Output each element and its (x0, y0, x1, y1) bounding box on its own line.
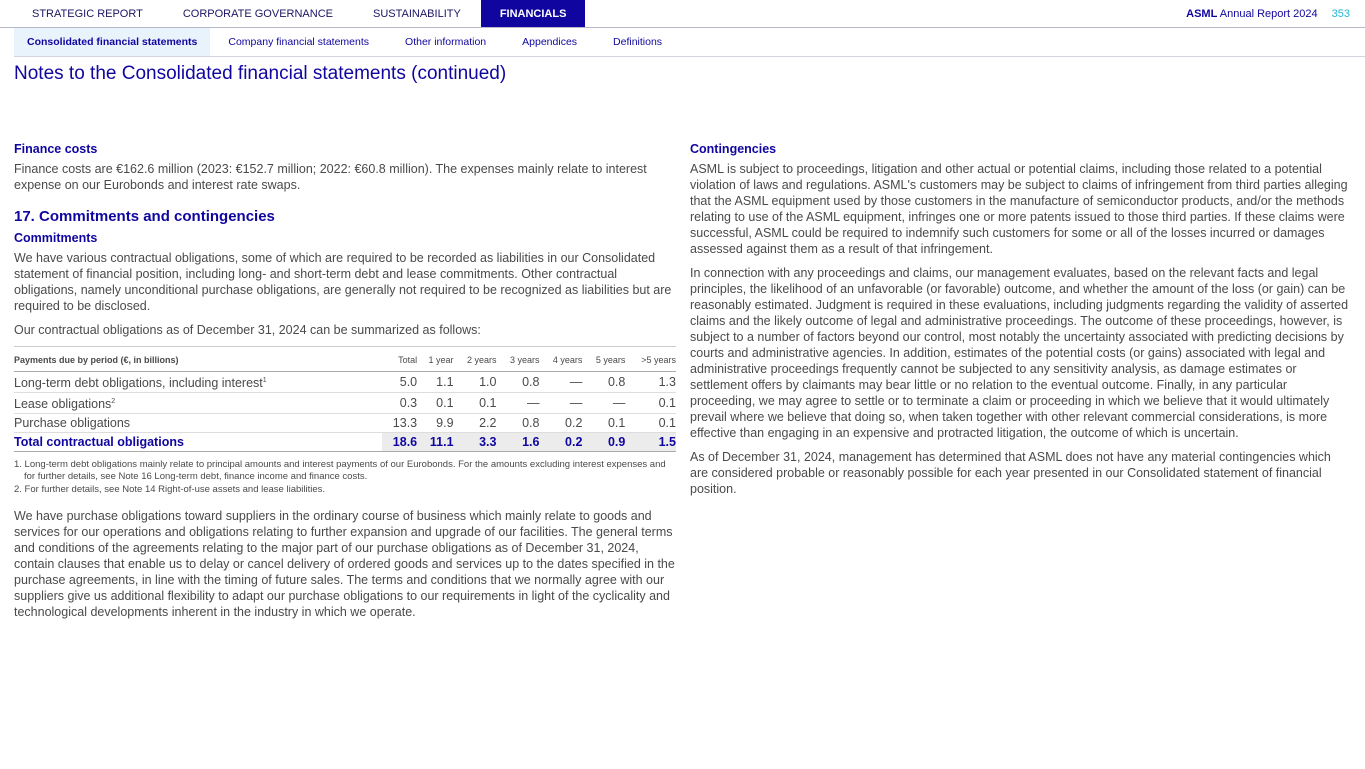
contingencies-paragraph-2: In connection with any proceedings and claims, our management evaluates, based on the relevant facts and legal principles, the likelihood of an unfavorable (or favorable) outcome, and whether the amount of the loss (or gain) can be reasonably estimated. Judgment is required in these evaluations, including judgments regarding the validity of asserted claims and the likely outcome of legal and administrative proceedings. The outcome of these proceedings, however, is subject to a number of factors beyond our control, most notably the uncertainty associated with predicting decisions by courts and administrative agencies. In addition, estimates of the potential costs (or gains) associated with legal and administrative proceedings frequently cannot be subjected to any sensitivity analysis, as damage estimates or settlement offers by claimants may bear little or no relation to the eventual outcome. Finally, in any particular proceeding, we may agree to settle or to terminate a claim or proceeding in which we believe that it would ultimately prevail where we believe that doing so, when taken together with other relevant commercial considerations, is more effective than engaging in an expensive and protracted litigation, the outcome of which is uncertain. (690, 266, 1349, 440)
cell-value: 1.6 (497, 433, 540, 452)
right-column (690, 141, 1352, 505)
top-navigation (0, 0, 1365, 28)
cell-value: 18.6 (382, 433, 417, 452)
cell-value: 0.1 (454, 393, 497, 414)
table-row (14, 393, 676, 414)
cell-value: 1.0 (454, 372, 497, 393)
commitments-paragraph: We have various contractual obligations, some of which are required to be recorded as liabilities in our Consolidated statement of financial position, including long- and short-term debt and lease commitments. Other contractual obligations, namely unconditional purchase obligations, are generally not required to be recognized as liabilities but are required to be disclosed. (14, 251, 672, 313)
row-label (14, 414, 382, 433)
tab-financials[interactable]: FINANCIALS (481, 0, 586, 27)
cell-value: 2.2 (454, 414, 497, 433)
cell-value: 0.8 (582, 372, 625, 393)
cell-value: 1.5 (625, 433, 676, 452)
col-header: Payments due by period (€, in billions) (14, 347, 382, 372)
row-label (14, 393, 382, 414)
cell-value: 3.3 (454, 433, 497, 452)
cell-value: — (582, 393, 625, 414)
col-header: Total (382, 347, 417, 372)
row-label-text: Lease obligations (14, 397, 112, 412)
footnote-ref: 2 (111, 398, 116, 406)
row-label-text: Long-term debt obligations, including interest (14, 376, 263, 391)
tab-sustainability[interactable]: SUSTAINABILITY (372, 8, 461, 20)
finance-costs-heading: Finance costs (14, 142, 98, 156)
row-label-text: Total contractual obligations (14, 435, 184, 450)
cell-value: 0.8 (497, 372, 540, 393)
col-header: 5 years (582, 347, 625, 372)
summary-intro: Our contractual obligations as of December 31, 2024 can be summarized as follows: (14, 323, 481, 337)
subtab-consolidated[interactable]: Consolidated financial statements (14, 28, 210, 56)
sub-navigation (14, 28, 1365, 57)
contractual-obligations-table (14, 346, 676, 452)
col-header: 1 year (417, 347, 453, 372)
footnote-2: 2. For further details, see Note 14 Right-of-use assets and lease liabilities. (14, 484, 326, 496)
cell-value: — (539, 372, 582, 393)
cell-value: 0.2 (539, 433, 582, 452)
cell-value: 1.1 (417, 372, 453, 393)
cell-value: 0.1 (625, 414, 676, 433)
subtab-company[interactable]: Company financial statements (228, 36, 370, 48)
cell-value: 0.3 (382, 393, 417, 414)
section-heading: 17. Commitments and contingencies (14, 208, 275, 225)
brand-name: ASML (1186, 8, 1218, 20)
cell-value: 0.9 (582, 433, 625, 452)
table-total-row (14, 433, 676, 452)
table-header-row (14, 347, 676, 372)
cell-value: 9.9 (417, 414, 453, 433)
cell-value: 0.8 (497, 414, 540, 433)
col-header: 3 years (497, 347, 540, 372)
report-name: Annual Report 2024 (1219, 8, 1318, 20)
tab-corporate-governance[interactable]: CORPORATE GOVERNANCE (182, 8, 333, 20)
row-label-text: Purchase obligations (14, 416, 131, 431)
col-header: 2 years (454, 347, 497, 372)
contingencies-paragraph-3: As of December 31, 2024, management has determined that ASML does not have any material contingencies which are considered probable or reasonably possible for each year presented in our Consolidated statement of financial position. (690, 450, 1331, 496)
col-header: 4 years (539, 347, 582, 372)
footnote-ref: 1 (262, 377, 267, 384)
subtab-definitions[interactable]: Definitions (613, 36, 663, 48)
purchase-obligations-paragraph: We have purchase obligations toward suppliers in the ordinary course of business which mainly relate to goods and services for our operations and obligations relating to further expansion and upgrade of our facilities. The general terms and conditions of the agreements relating to the major part of our purchase obligations as of December 31, 2024, contain clauses that enable us to delay or cancel delivery of ordered goods and services up to the dates specified in the purchase agreements, in line with the timing of future sales. The terms and conditions that we normally agree with our suppliers give us additional flexibility to adapt our purchase obligations to our requirements in light of the cyclicality and technological developments inherent in the industry in which we operate. (14, 509, 675, 620)
cell-value: 0.1 (582, 414, 625, 433)
row-label (14, 372, 382, 393)
cell-value: 5.0 (382, 372, 417, 393)
table-row (14, 414, 676, 433)
left-column (14, 141, 676, 628)
cell-value: 1.3 (625, 372, 676, 393)
cell-value: — (539, 393, 582, 414)
col-header: >5 years (625, 347, 676, 372)
finance-costs-text: Finance costs are €162.6 million (2023: €152.7 million; 2022: €60.8 million). The expenses mainly relate to interest expense on our Eurobonds and interest rate swaps. (14, 162, 647, 192)
cell-value: 11.1 (417, 433, 453, 452)
cell-value: 0.1 (625, 393, 676, 414)
subtab-appendices[interactable]: Appendices (522, 36, 578, 48)
cell-value: 0.1 (417, 393, 453, 414)
page-number: 353 (1331, 8, 1350, 20)
report-brand (1186, 0, 1350, 28)
cell-value: 0.2 (539, 414, 582, 433)
footnote-1: 1. Long-term debt obligations mainly relate to principal amounts and interest payments of our Eurobonds. For the amounts excluding interest expenses and for further details, see Note 16 Long-term debt, finance income and finance costs. (14, 459, 666, 483)
contingencies-heading: Contingencies (690, 142, 777, 156)
tab-strategic-report[interactable]: STRATEGIC REPORT (32, 8, 143, 20)
cell-value: — (497, 393, 540, 414)
subtab-other-information[interactable]: Other information (405, 36, 487, 48)
row-label (14, 433, 382, 452)
commitments-heading: Commitments (14, 231, 98, 245)
page-title: Notes to the Consolidated financial statements (continued) (14, 63, 507, 84)
contingencies-paragraph-1: ASML is subject to proceedings, litigation and other actual or potential claims, including those related to a potential violation of laws and regulations. ASML's customers may be subject to claims of infringement from third parties alleging that the ASML equipment used by those customers in the manufacture of semiconductor products, and/or the methods relating to use of the ASML equipment, infringes one or more patents issued to those third parties. If these claims were successful, ASML could be required to indemnify such customers for some or all of the losses incurred or damages assessed against them as a result of that infringement. (690, 162, 1348, 256)
cell-value: 13.3 (382, 414, 417, 433)
table-row (14, 372, 676, 393)
